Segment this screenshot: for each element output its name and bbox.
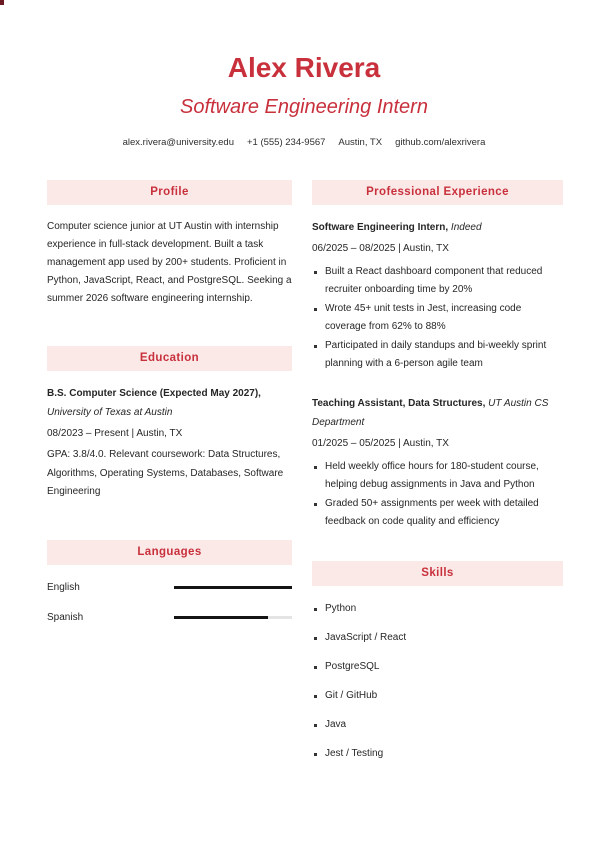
skill-item: Git / GitHub [312, 687, 563, 705]
section-profile [47, 180, 292, 308]
experience-entry [312, 394, 563, 531]
experience-company: UT Austin CS Department [312, 398, 549, 428]
experience-company: Indeed [450, 222, 482, 233]
languages-list [47, 579, 292, 627]
education-heading: Education [47, 346, 292, 371]
language-name: English [47, 581, 80, 593]
education-details: GPA: 3.8/4.0. Relevant coursework: Data Structures, Algorithms, Operating Systems, Databases, Software Engineering [47, 449, 284, 497]
experience-title-line [312, 394, 563, 432]
section-experience [312, 180, 563, 531]
person-title: Software Engineering Intern [180, 96, 428, 118]
left-column [47, 180, 292, 774]
bullet-item: Held weekly office hours for 180-student course, helping debug assignments in Java and Python [312, 458, 563, 494]
language-row [47, 579, 292, 597]
contact-email: alex.rivera@university.edu [122, 137, 234, 148]
experience-role: Software Engineering Intern, [312, 222, 449, 233]
languages-heading: Languages [47, 540, 292, 565]
experience-bullets [312, 263, 563, 373]
experience-heading: Professional Experience [312, 180, 563, 205]
bullet-item: Built a React dashboard component that reduced recruiter onboarding time by 20% [312, 263, 563, 299]
page-corner-mark [0, 0, 4, 5]
skill-item: Jest / Testing [312, 745, 563, 763]
language-level-bar [174, 616, 292, 619]
right-column [312, 180, 563, 774]
experience-dates: 01/2025 – 05/2025 | Austin, TX [312, 438, 449, 449]
experience-dates: 06/2025 – 08/2025 | Austin, TX [312, 243, 449, 254]
contact-phone: +1 (555) 234-9567 [246, 137, 326, 148]
section-education [47, 346, 292, 502]
resume-columns [47, 180, 563, 774]
experience-title-line [312, 218, 563, 237]
skills-list [312, 600, 563, 763]
skills-heading: Skills [312, 561, 563, 586]
person-name: Alex Rivera [227, 52, 381, 83]
profile-text: Computer science junior at UT Austin with internship experience in full-stack development. Built a task management app used by 200+ students. Proficient in Python, JavaScript, React, and PostgreSQL. Seeking a summer 2026 software engineering internship. [47, 221, 292, 304]
bullet-item: Wrote 45+ unit tests in Jest, increasing code coverage from 62% to 88% [312, 300, 563, 336]
contact-line [0, 137, 608, 149]
language-name: Spanish [47, 611, 84, 623]
bullet-item: Participated in daily standups and bi-weekly sprint planning with a 6-person agile team [312, 337, 563, 373]
skill-item: PostgreSQL [312, 658, 563, 676]
skill-item: Python [312, 600, 563, 618]
experience-entry [312, 218, 563, 373]
contact-github: github.com/alexrivera [395, 137, 486, 148]
contact-location: Austin, TX [338, 137, 383, 148]
skill-item: JavaScript / React [312, 629, 563, 647]
education-degree: B.S. Computer Science (Expected May 2027), [47, 388, 261, 399]
skill-item: Java [312, 716, 563, 734]
bullet-item: Graded 50+ assignments per week with detailed feedback on code quality and efficiency [312, 495, 563, 531]
experience-bullets [312, 458, 563, 531]
language-level-bar [174, 586, 292, 589]
section-languages [47, 540, 292, 627]
profile-heading: Profile [47, 180, 292, 205]
section-skills [312, 561, 563, 763]
language-level-fill [174, 616, 268, 619]
resume-header [0, 50, 608, 149]
education-dates: 08/2023 – Present | Austin, TX [47, 428, 183, 439]
language-row [47, 609, 292, 627]
education-title-line [47, 384, 292, 422]
education-school: University of Texas at Austin [47, 407, 173, 418]
education-entry [47, 384, 292, 502]
experience-role: Teaching Assistant, Data Structures, [312, 398, 486, 409]
language-level-fill [174, 586, 292, 589]
